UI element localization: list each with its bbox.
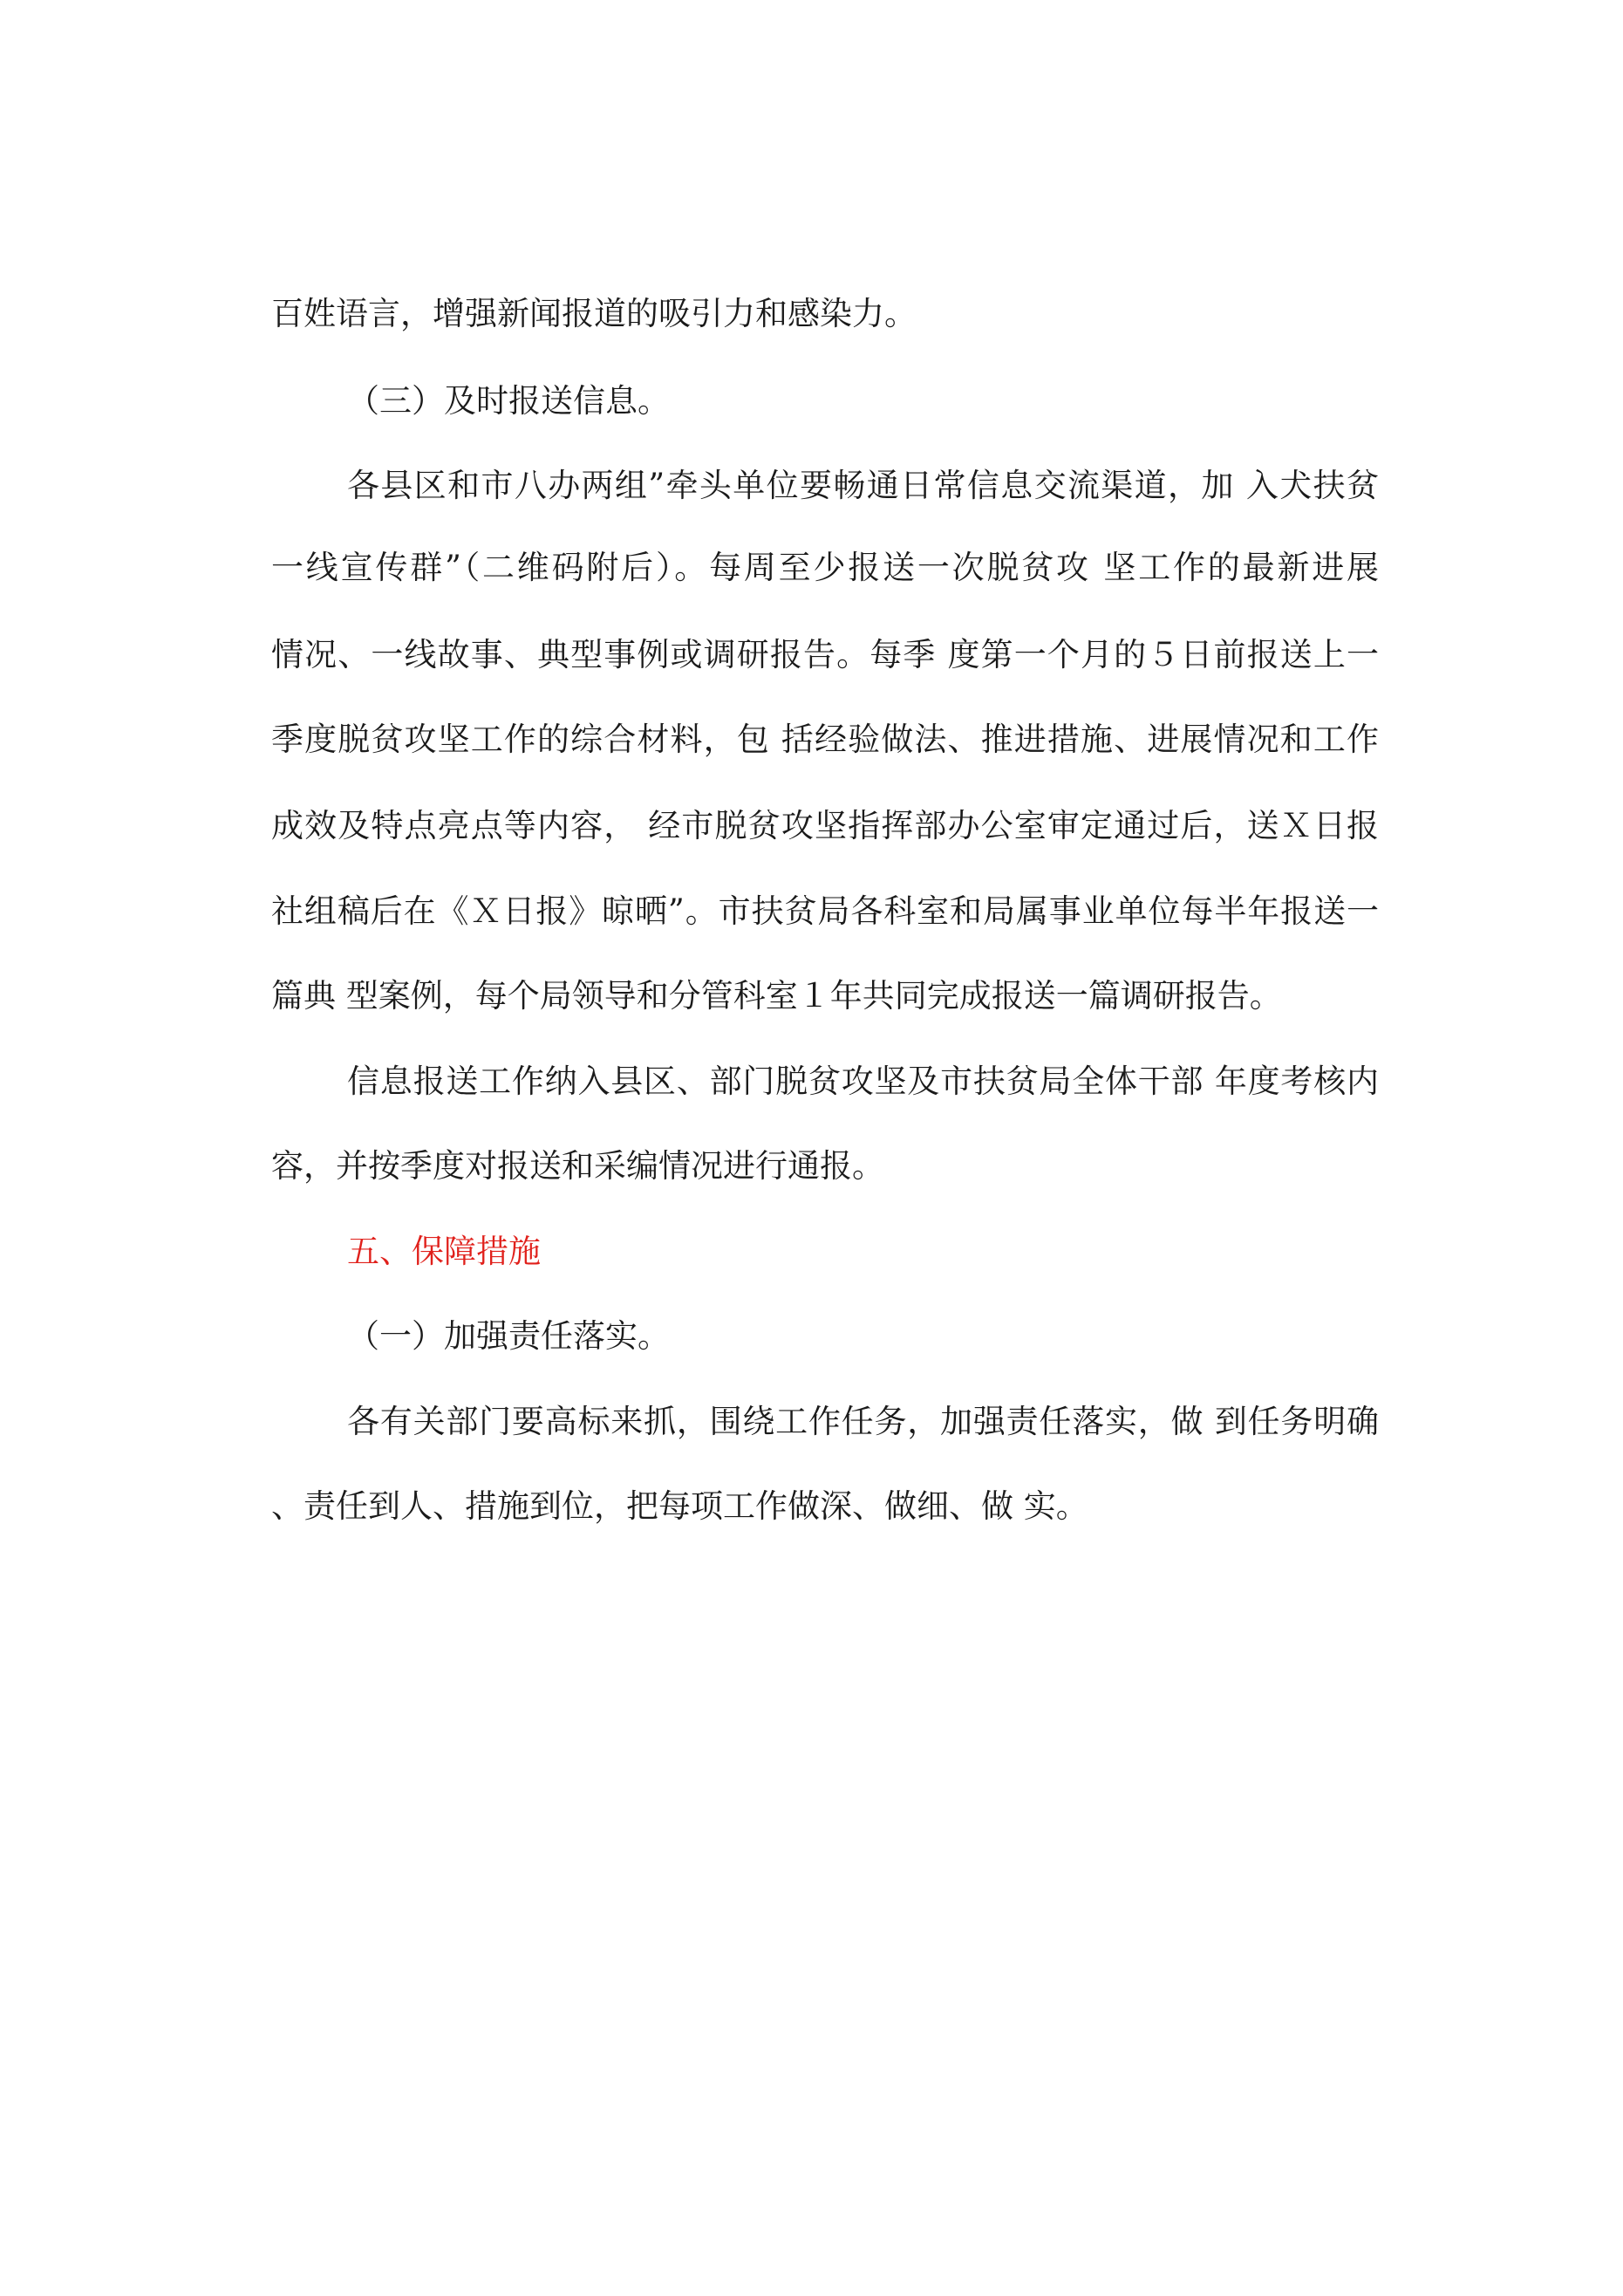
paragraph-line: 篇典 型案例，每个局领导和分管科室１年共同完成报送一篇调研报告。 xyxy=(271,977,1282,1015)
paragraph-line: 百姓语言，增强新闻报道的吸引力和感染力。 xyxy=(271,295,917,332)
paragraph-line: 成效及特点亮点等内容， 经市脱贫攻坚指挥部办公室审定通过后，送Ｘ日报 xyxy=(271,807,1379,844)
paragraph-line: 容，并按季度对报送和采编情况进行通报。 xyxy=(271,1147,884,1185)
paragraph-line: 社组稿后在《Ｘ日报》晾晒”。市扶贫局各科室和局属事业单位每半年报送一 xyxy=(271,892,1379,930)
subsection-heading: （一）加强责任落实。 xyxy=(347,1317,670,1355)
paragraph-line: 信息报送工作纳入县区、部门脱贫攻坚及市扶贫局全体干部 年度考核内 xyxy=(347,1063,1379,1100)
paragraph-line: 、责任到人、措施到位，把每项工作做深、做细、做 实。 xyxy=(271,1487,1088,1525)
paragraph-line: 各有关部门要高标来抓，围绕工作任务，加强责任落实，做 到任务明确 xyxy=(347,1403,1379,1440)
paragraph-line: 季度脱贫攻坚工作的综合材料，包 括经验做法、推进措施、进展情况和工作 xyxy=(271,721,1379,758)
paragraph-line: 情况、一线故事、典型事例或调研报告。每季 度第一个月的５日前报送上一 xyxy=(271,636,1379,673)
paragraph-line: 各县区和市八办两组”牵头单位要畅通日常信息交流渠道，加 入犬扶贫 xyxy=(347,467,1379,504)
paragraph-line: 一线宣传群”（二维码附后）。每周至少报送一次脱贫攻 坚工作的最新进展 xyxy=(271,549,1379,586)
section-heading: 五、保障措施 xyxy=(347,1233,541,1270)
subsection-heading: （三）及时报送信息。 xyxy=(347,382,670,420)
